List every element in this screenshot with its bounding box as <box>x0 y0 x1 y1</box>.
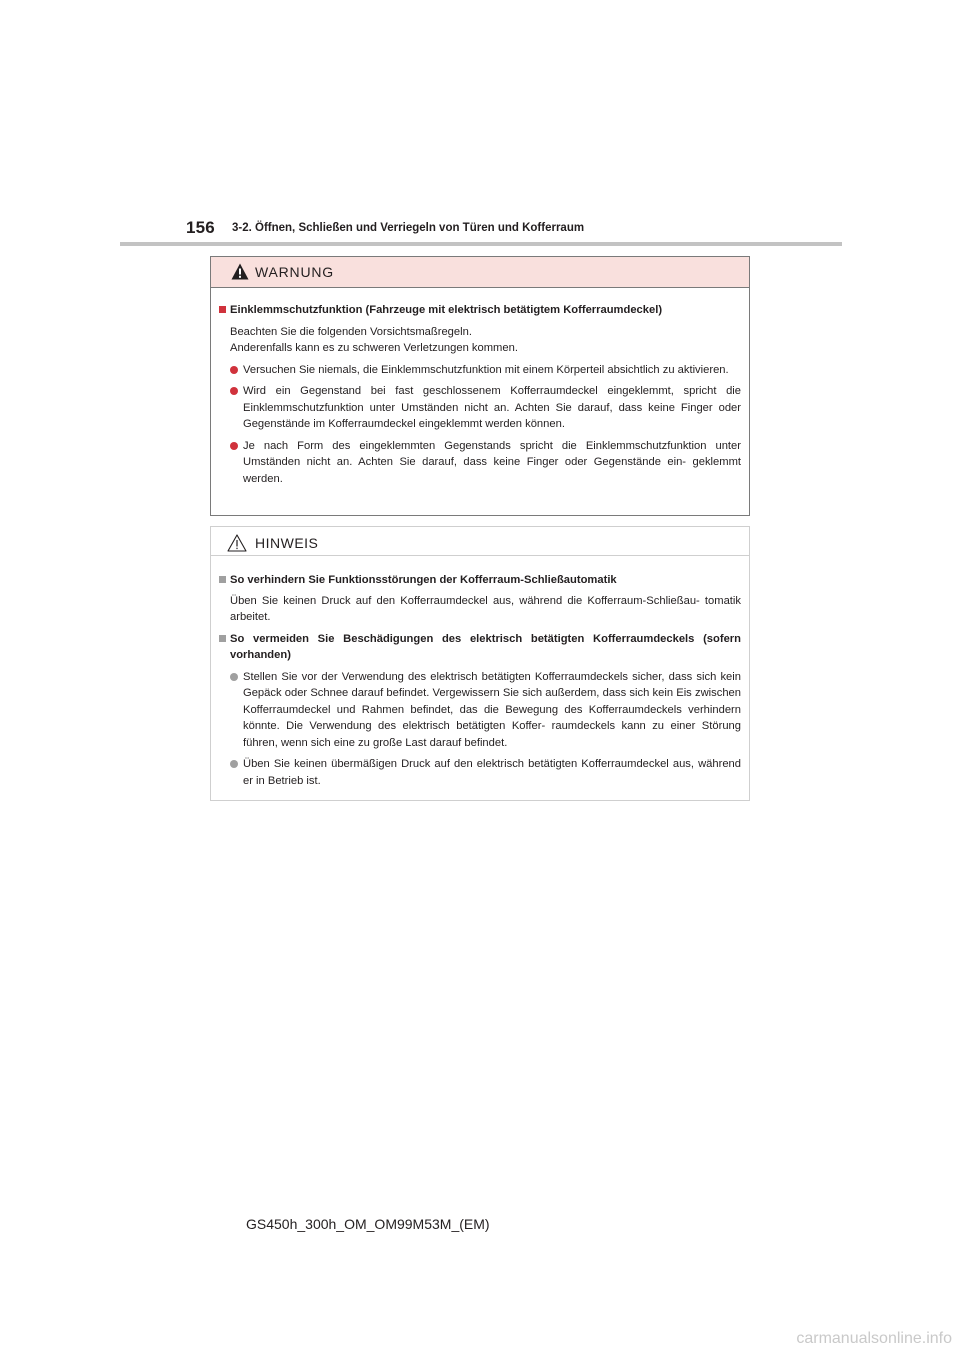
round-bullet-icon <box>230 760 238 768</box>
warning-bullet-text: Wird ein Gegenstand bei fast geschlossenem Kofferraumdeckel eingeklemmt, spricht die Einklemmschutzfunktion unter Umständen nicht an. Achten Sie darauf, dass keine Finger oder Gegenstände im Kofferraumdeckel eingeklemmt werden können. <box>243 385 741 430</box>
warning-bullet <box>219 383 741 433</box>
notice-bullet-text: Üben Sie keinen übermäßigen Druck auf den elektrisch betätigten Kofferraumdeckel aus, während er in Betrieb ist. <box>243 758 741 787</box>
notice-bullet-text: Stellen Sie vor der Verwendung des elektrisch betätigten Kofferraumdeckels sicher, dass sich kein Gepäck oder Schnee darauf befindet. Vergewissern Sie sich außerdem, dass sich kein Eis zwischen Kofferraumdeckel und Rahmen befindet, das die Bewegung des Kofferraumdeckels verhindern könnte. Die Verwendung des elektrisch betätigten Koffer- raumdeckels kann zu einer Störung führen, wenn sich eine zu große Last darauf befindet. <box>243 670 741 749</box>
notice-heading-text: So vermeiden Sie Beschädigungen des elektrisch betätigten Kofferraumdeckels (sofern vorhanden) <box>230 632 741 661</box>
notice-bullet <box>219 669 741 752</box>
warning-bullet-text: Je nach Form des eingeklemmten Gegenstands spricht die Einklemmschutzfunktion unter Umständen nicht an. Achten Sie darauf, dass keine Finger oder Gegenstände ein- geklemmt werden. <box>243 439 741 485</box>
warning-intro <box>219 324 741 357</box>
notice-title: HINWEIS <box>255 535 319 551</box>
notice-heading <box>219 572 741 589</box>
notice-heading-text: So verhindern Sie Funktionsstörungen der Kofferraum-Schließautomatik <box>230 574 617 586</box>
square-bullet-icon <box>219 635 226 642</box>
square-bullet-icon <box>219 306 226 313</box>
header-divider <box>120 242 842 246</box>
notice-bullet <box>219 756 741 789</box>
page-header <box>0 214 960 254</box>
watermark: carmanualsonline.info <box>796 1330 952 1347</box>
round-bullet-icon <box>230 673 238 681</box>
warning-header <box>211 257 749 288</box>
square-bullet-icon <box>219 576 226 583</box>
warning-bullet <box>219 438 741 488</box>
warning-heading <box>219 302 741 319</box>
warning-triangle-icon <box>231 263 249 280</box>
warning-intro-line-2: Anderenfalls kann es zu schweren Verletzungen kommen. <box>230 342 518 354</box>
warning-bullet-text: Versuchen Sie niemals, die Einklemmschutzfunktion mit einem Körperteil absichtlich zu aktivieren. <box>243 363 729 376</box>
warning-title: WARNUNG <box>255 264 334 280</box>
section-title: 3-2. Öffnen, Schließen und Verriegeln von Türen und Kofferraum <box>232 222 585 234</box>
notice-header <box>211 527 749 556</box>
footer-model-code: GS450h_300h_OM_OM99M53M_(EM) <box>246 1216 490 1232</box>
warning-intro-line-1: Beachten Sie die folgenden Vorsichtsmaßregeln. <box>230 325 472 338</box>
round-bullet-icon <box>230 442 238 450</box>
warning-bullet <box>219 362 741 379</box>
page-number: 156 <box>186 218 215 237</box>
warning-heading-text: Einklemmschutzfunktion (Fahrzeuge mit elektrisch betätigtem Kofferraumdeckel) <box>230 304 663 316</box>
round-bullet-icon <box>230 387 238 395</box>
notice-paragraph: Üben Sie keinen Druck auf den Kofferraumdeckel aus, während die Kofferraum-Schließau- tomatik arbeitet. <box>230 594 741 623</box>
notice-heading <box>219 631 741 664</box>
notice-box <box>210 526 750 801</box>
round-bullet-icon <box>230 366 238 374</box>
caution-triangle-icon <box>227 534 247 552</box>
warning-box <box>210 256 750 516</box>
